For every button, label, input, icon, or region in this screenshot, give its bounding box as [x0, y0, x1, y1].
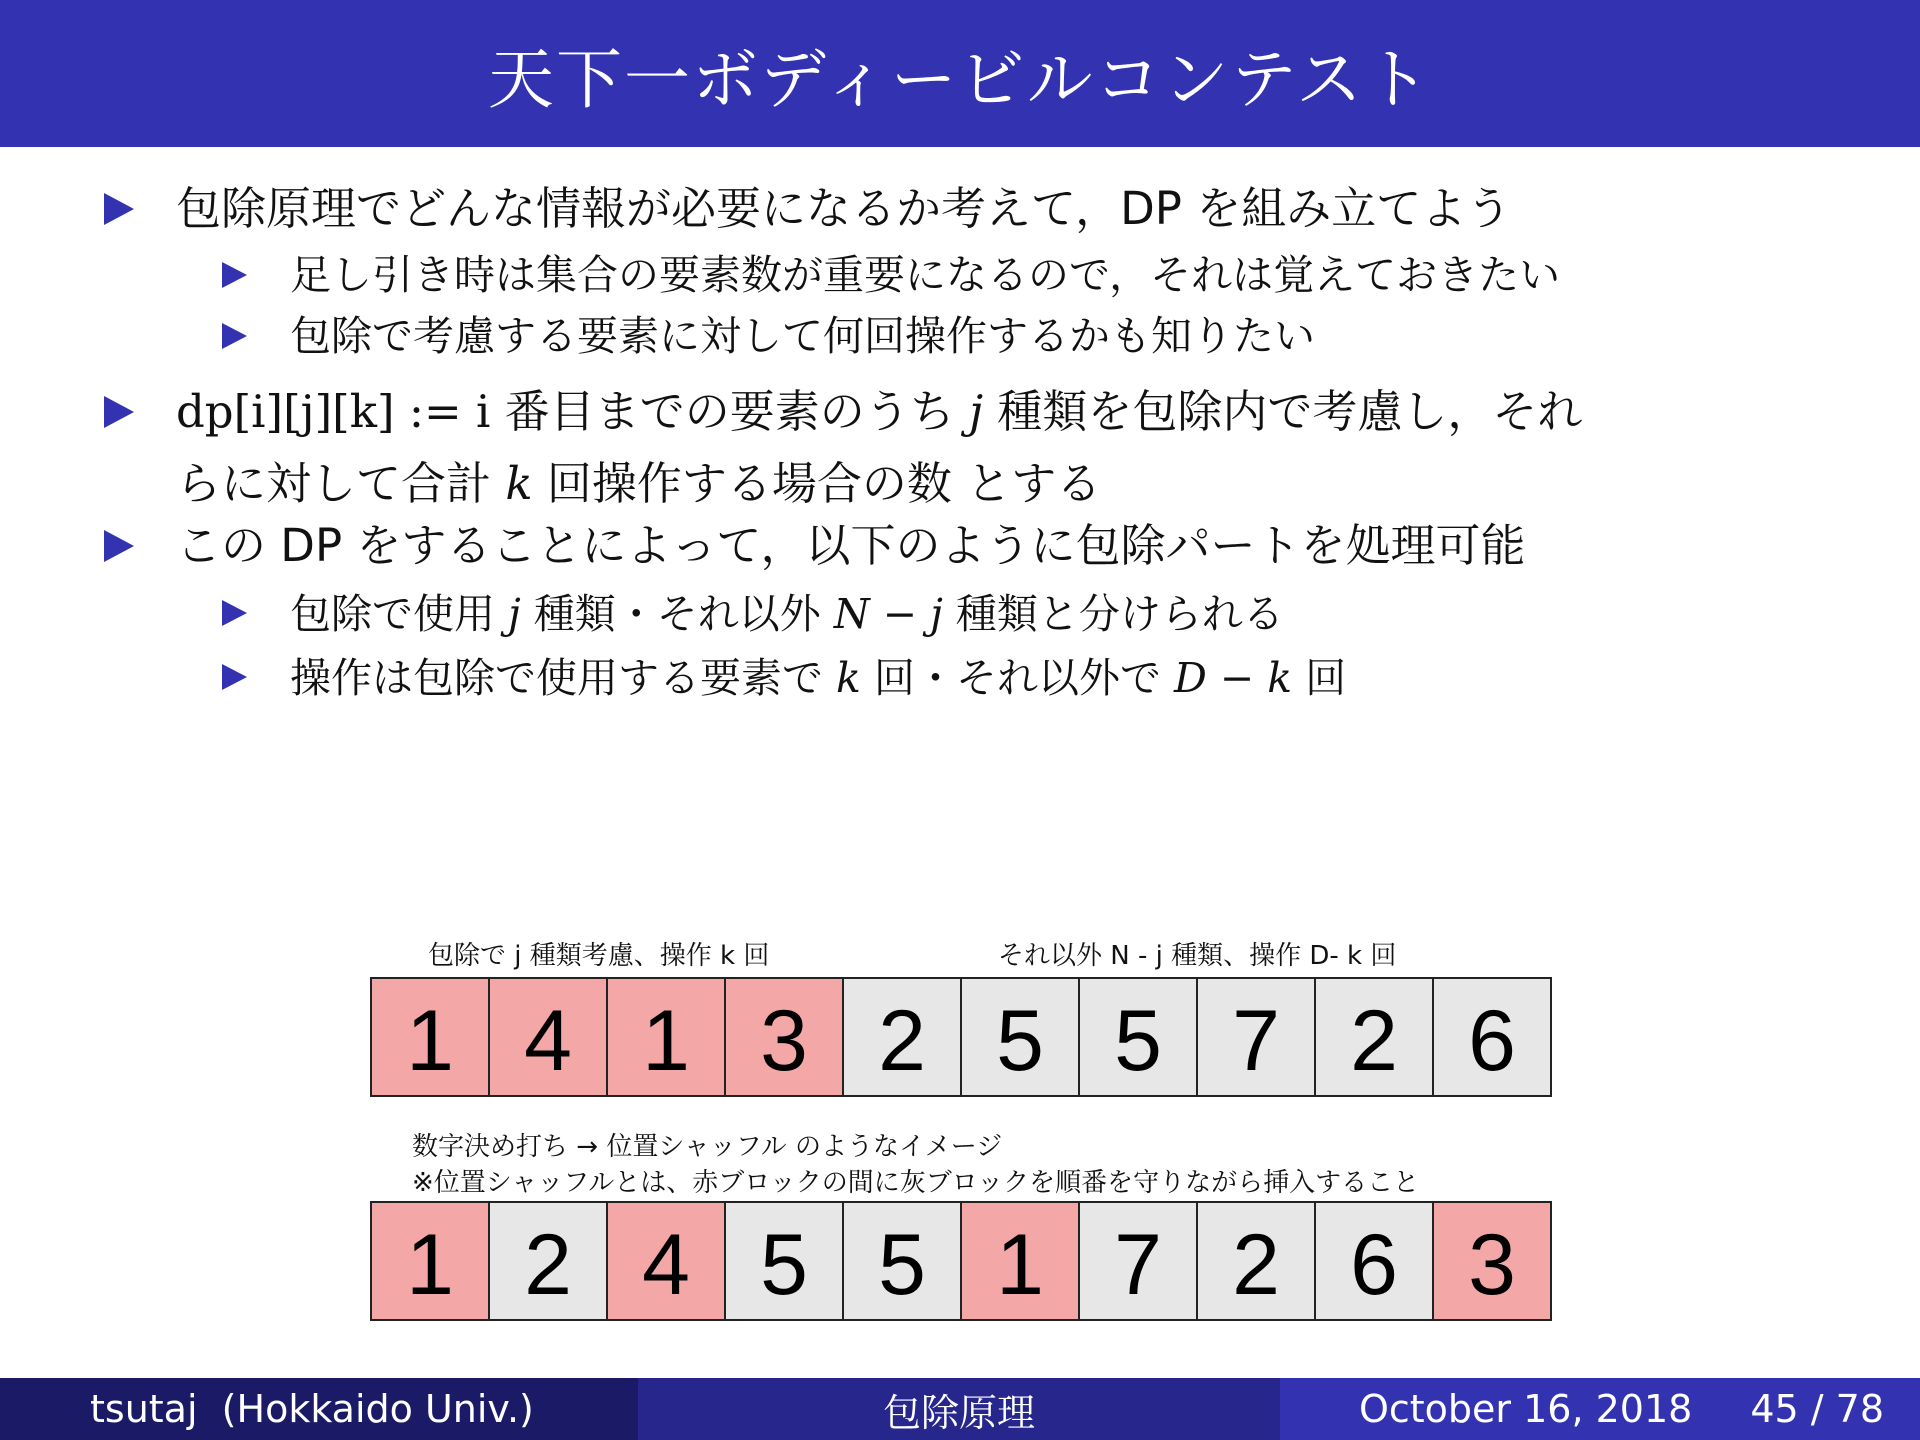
sub-bullet-text	[290, 245, 1560, 305]
sub-bullet-text-content: 包除で考慮する要素に対して何回操作するかも知りたい	[290, 312, 1315, 360]
bullet-text-content: この DP をすることによって，以下のように包除パートを処理可能	[176, 519, 1526, 572]
page-number: 45 / 78	[1750, 1387, 1884, 1431]
number-cell: 1	[608, 979, 726, 1095]
dp-text-4: 回操作する場合の数 とする	[546, 457, 1102, 510]
var-j: j	[508, 590, 521, 638]
dp-definition: dp[i][j][k] := i	[176, 385, 491, 438]
footer-author	[0, 1378, 638, 1440]
sub-bullet-icon	[222, 323, 247, 349]
sub-bullet-icon	[222, 262, 247, 288]
sub-text-a: 操作は包除で使用する要素で	[290, 654, 823, 702]
bullet-text-content: 包除原理でどんな情報が必要になるか考えて，DP を組み立てよう	[176, 182, 1512, 235]
dp-text-3: らに対して合計	[176, 457, 492, 510]
slide-title-bar	[0, 0, 1920, 147]
sub-text-b: 種類・それ以外	[533, 590, 821, 638]
number-cell: 5	[844, 1203, 962, 1319]
number-cell: 2	[844, 979, 962, 1095]
note-line-2: ※位置シャッフルとは、赤ブロックの間に灰ブロックを順番を守りながら挿入すること	[412, 1168, 1420, 1198]
sub-text-a: 包除で使用	[290, 590, 495, 638]
number-cell: 4	[608, 1203, 726, 1319]
number-cell: 1	[962, 1203, 1080, 1319]
bullet-text-dp-line2	[176, 450, 1101, 518]
number-row-2	[370, 1201, 1552, 1321]
dp-text-1: 番目までの要素のうち	[504, 385, 955, 438]
expr-n-minus-j: N − j	[833, 590, 943, 638]
number-cell: 1	[372, 1203, 490, 1319]
footer-topic-text: 包除原理	[882, 1390, 1035, 1435]
footer-bar	[0, 1378, 1920, 1440]
dp-text-2: 種類を包除内で考慮し，それ	[997, 385, 1583, 438]
caption-right: それ以外 N - j 種類、操作 D- k 回	[998, 941, 1397, 971]
footer-topic	[638, 1378, 1280, 1440]
bullet-icon	[104, 396, 134, 428]
note-line-1: 数字決め打ち → 位置シャッフル のようなイメージ	[412, 1132, 1003, 1162]
bullet-text-dp-line1	[176, 378, 1582, 446]
var-k: k	[505, 457, 533, 510]
number-cell: 2	[1198, 1203, 1316, 1319]
number-cell: 5	[1080, 979, 1198, 1095]
sub-bullet-icon	[222, 600, 247, 626]
number-cell: 4	[490, 979, 608, 1095]
bullet-text	[176, 175, 1511, 243]
caption-left: 包除で j 種類考慮、操作 k 回	[428, 941, 770, 971]
var-j: j	[969, 385, 984, 438]
number-cell: 2	[490, 1203, 608, 1319]
number-cell: 6	[1316, 1203, 1434, 1319]
var-k: k	[836, 654, 861, 702]
bullet-text	[176, 512, 1526, 580]
slide-title: 天下一ボディービルコンテスト	[487, 41, 1433, 118]
number-cell: 7	[1080, 1203, 1198, 1319]
bullet-icon	[104, 530, 134, 562]
number-cell: 2	[1316, 979, 1434, 1095]
expr-d-minus-k: D − k	[1174, 654, 1293, 702]
sub-bullet-text	[290, 648, 1346, 708]
footer-date: October 16, 2018	[1358, 1387, 1693, 1431]
sub-bullet-icon	[222, 664, 247, 690]
number-row-1	[370, 977, 1552, 1097]
number-cell: 3	[1434, 1203, 1550, 1319]
number-cell: 5	[962, 979, 1080, 1095]
bullet-icon	[104, 193, 134, 225]
number-cell: 7	[1198, 979, 1316, 1095]
sub-text-c: 回	[1305, 654, 1347, 702]
sub-text-c: 種類と分けられる	[955, 590, 1284, 638]
sub-bullet-text	[290, 584, 1284, 644]
number-cell: 5	[726, 1203, 844, 1319]
sub-text-b: 回・それ以外で	[873, 654, 1161, 702]
sub-bullet-text-content: 足し引き時は集合の要素数が重要になるので，それは覚えておきたい	[290, 251, 1561, 299]
number-cell: 1	[372, 979, 490, 1095]
number-cell: 3	[726, 979, 844, 1095]
footer-author-text: tsutaj (Hokkaido Univ.)	[90, 1387, 534, 1431]
number-cell: 6	[1434, 979, 1550, 1095]
footer-date-page	[1280, 1378, 1920, 1440]
sub-bullet-text	[290, 306, 1315, 366]
